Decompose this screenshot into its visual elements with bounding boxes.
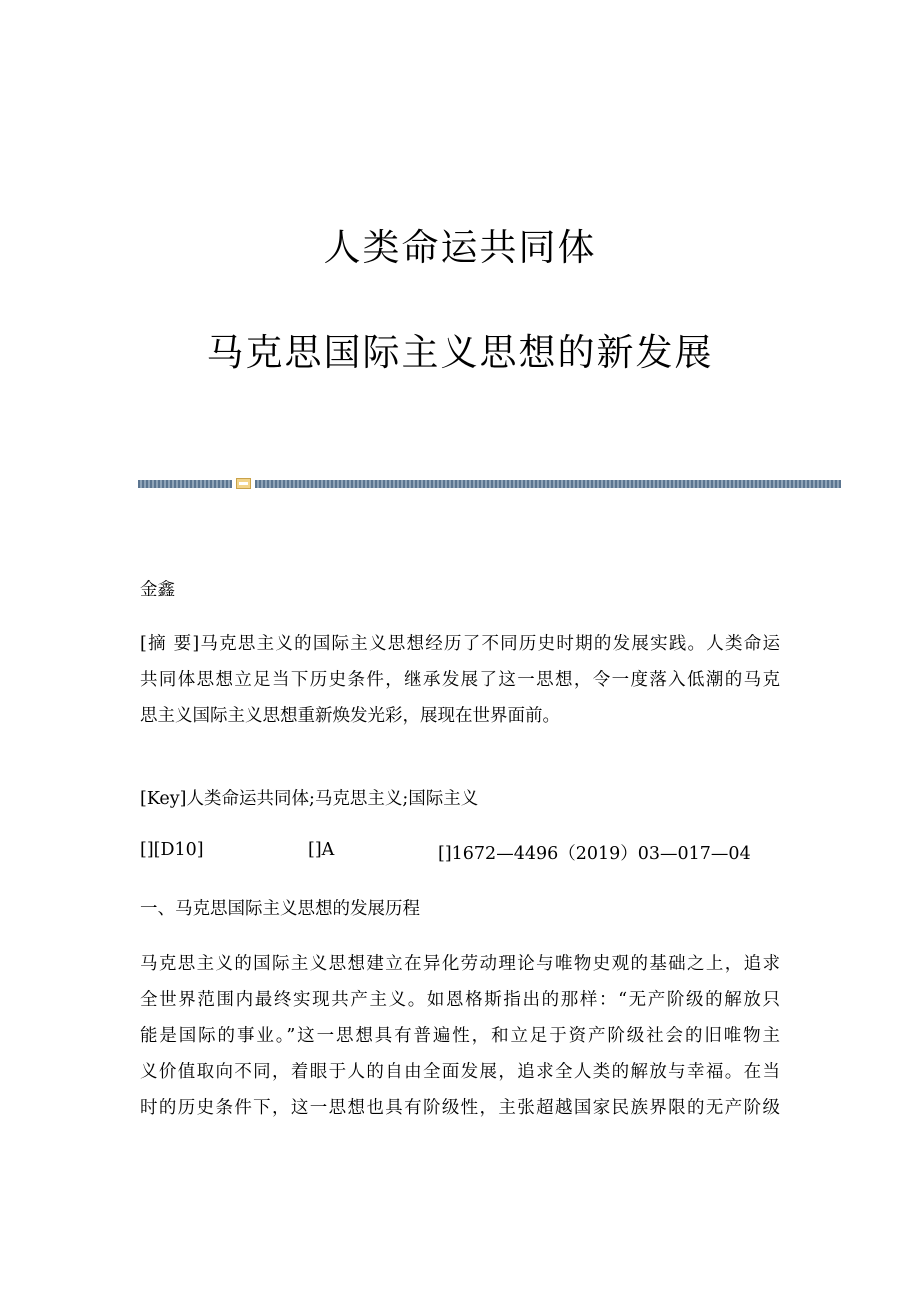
title-line-2: 马克思国际主义思想的新发展 [206,331,714,374]
body-line: 全世界范围内最终实现共产主义。如恩格斯指出的那样：“无产阶级的解放只 [140,990,780,1010]
abstract-line: 思主义国际主义思想重新焕发光彩，展现在世界面前。 [140,706,560,726]
author-name: 金鑫 [140,580,175,600]
title-divider [138,479,841,489]
abstract-line: [摘 要]马克思主义的国际主义思想经历了不同历史时期的发展实践。人类命运 [140,634,780,654]
divider-ornament-icon [236,478,251,489]
clc-number: [][D10] [140,840,204,860]
abstract-line: 共同体思想立足当下历史条件，继承发展了这一思想，令一度落入低潮的马克 [140,670,780,690]
abstract [140,626,780,734]
body-paragraph [140,946,780,1126]
body-line: 时的历史条件下，这一思想也具有阶级性，主张超越国家民族界限的无产阶级 [140,1098,780,1118]
title-line-1: 人类命运共同体 [323,226,597,269]
article-id: []1672—4496（2019）03—017—04 [438,844,751,864]
keywords: [Key]人类命运共同体;马克思主义;国际主义 [140,789,479,809]
divider-bar-right [255,480,841,488]
body-line: 马克思主义的国际主义思想建立在异化劳动理论与唯物史观的基础之上，追求 [140,954,780,974]
body-line: 义价值取向不同，着眼于人的自由全面发展，追求全人类的解放与幸福。在当 [140,1062,780,1082]
section-heading: 一、马克思国际主义思想的发展历程 [140,899,420,919]
body-line: 能是国际的事业。”这一思想具有普遍性，和立足于资产阶级社会的旧唯物主 [140,1026,780,1046]
divider-bar-left [138,480,232,488]
document-code: []A [308,840,335,860]
